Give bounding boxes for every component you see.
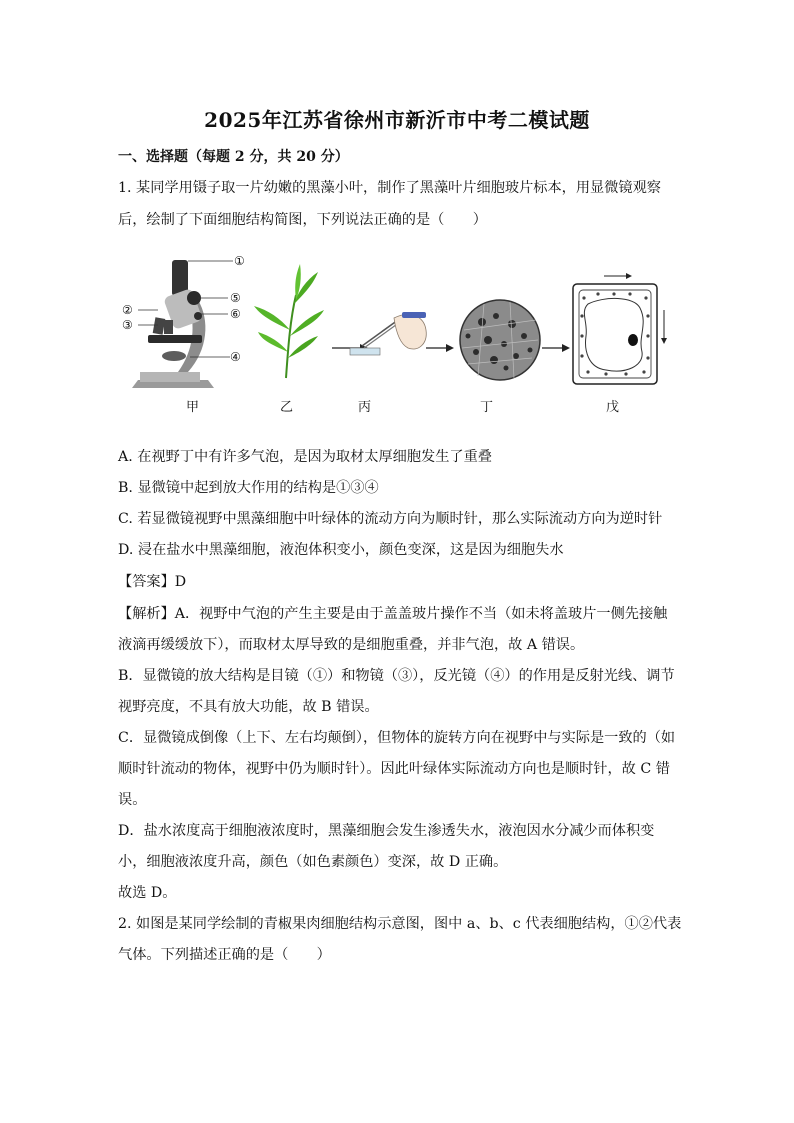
analysis-line: 顺时针流动的物体，视野中仍为顺时针）。因此叶绿体实际流动方向也是顺时针，故 C 错 bbox=[118, 761, 670, 777]
question-1-stem: 1. 某同学用镊子取一片幼嫩的黑藻小叶，制作了黑藻叶片细胞玻片标本，用显微镜观察 bbox=[118, 180, 661, 196]
section-heading: 一、选择题（每题 2 分，共 20 分） bbox=[118, 149, 349, 165]
analysis-line: 【解析】A．视野中气泡的产生主要是由于盖盖玻片操作不当（如未将盖玻片一侧先接触 bbox=[118, 606, 668, 622]
label-6: ⑥ bbox=[230, 307, 241, 321]
question-1-figure bbox=[118, 240, 678, 420]
label-2: ② bbox=[122, 303, 133, 317]
question-2-stem: 2. 如图是某同学绘制的青椒果肉细胞结构示意图，图中 a、b、c 代表细胞结构，①②代表 bbox=[118, 916, 682, 932]
analysis-line: 液滴再缓缓放下），而取材太厚导致的是细胞重叠，并非气泡，故 A 错误。 bbox=[118, 637, 585, 653]
plant-cell-diagram bbox=[573, 273, 667, 384]
microscope-illustration bbox=[132, 260, 214, 388]
analysis-line: 故选 D。 bbox=[118, 885, 177, 901]
microscope-view-illustration bbox=[460, 300, 540, 380]
figure-caption-bing: 丙 bbox=[358, 400, 372, 415]
answer-line: 【答案】D bbox=[118, 574, 187, 590]
option-c: C. 若显微镜视野中黑藻细胞中叶绿体的流动方向为顺时针，那么实际流动方向为逆时针 bbox=[118, 511, 663, 527]
analysis-line: B．显微镜的放大结构是目镜（①）和物镜（③），反光镜（④）的作用是反射光线、调节 bbox=[118, 668, 675, 684]
leaf-illustration bbox=[254, 264, 324, 378]
question-2-stem-cont: 气体。下列描述正确的是（ ） bbox=[118, 947, 331, 963]
question-1-stem-cont: 后，绘制了下面细胞结构简图，下列说法正确的是（ ） bbox=[118, 212, 487, 228]
analysis-line: 视野亮度，不具有放大功能，故 B 错误。 bbox=[118, 699, 379, 715]
slide-preparation-illustration bbox=[350, 312, 426, 355]
figure-caption-wu: 戊 bbox=[606, 400, 620, 415]
option-d: D. 浸在盐水中黑藻细胞，液泡体积变小，颜色变深，这是因为细胞失水 bbox=[118, 542, 564, 558]
analysis-line: 误。 bbox=[118, 792, 147, 808]
arrow-3 bbox=[542, 344, 570, 352]
label-4: ④ bbox=[230, 350, 241, 364]
arrow-2 bbox=[426, 344, 454, 352]
figure-caption-jia: 甲 bbox=[186, 400, 200, 415]
option-a: A. 在视野丁中有许多气泡，是因为取材太厚细胞发生了重叠 bbox=[118, 449, 492, 465]
analysis-line: D．盐水浓度高于细胞液浓度时，黑藻细胞会发生渗透失水，液泡因水分减少而体积变 bbox=[118, 823, 655, 839]
label-3: ③ bbox=[122, 318, 133, 332]
label-5: ⑤ bbox=[230, 291, 241, 305]
page-title: 2025年江苏省徐州市新沂市中考二模试题 bbox=[204, 108, 590, 132]
figure-caption-ding: 丁 bbox=[480, 400, 494, 415]
option-b: B. 显微镜中起到放大作用的结构是①③④ bbox=[118, 480, 379, 496]
figure-caption-yi: 乙 bbox=[280, 400, 294, 415]
analysis-line: 小，细胞液浓度升高，颜色（如色素颜色）变深，故 D 正确。 bbox=[118, 854, 508, 870]
label-1: ① bbox=[234, 254, 245, 268]
analysis-line: C．显微镜成倒像（上下、左右均颠倒），但物体的旋转方向在视野中与实际是一致的（如 bbox=[118, 730, 676, 746]
